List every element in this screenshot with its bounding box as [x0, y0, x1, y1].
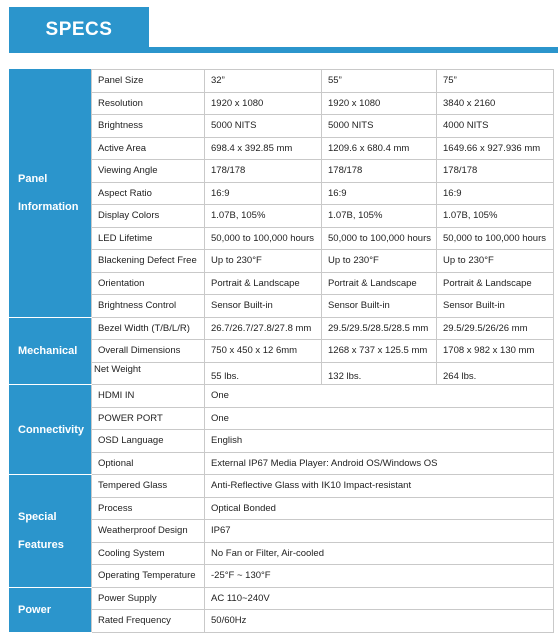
- row-label: Resolution: [92, 92, 205, 115]
- table-row: [10, 565, 554, 588]
- table-row: [10, 385, 554, 408]
- table-row: [10, 182, 554, 205]
- specs-table: [9, 69, 554, 633]
- row-label: Process: [92, 497, 205, 520]
- cell-32: 16:9: [205, 182, 322, 205]
- row-value: One: [205, 385, 554, 408]
- cell-75: 4000 NITS: [437, 115, 554, 138]
- row-value: One: [205, 407, 554, 430]
- cell-75: 1649.66 x 927.936 mm: [437, 137, 554, 160]
- cell-32: 55 lbs.: [205, 362, 322, 385]
- cell-32: 5000 NITS: [205, 115, 322, 138]
- cell-75: 1.07B, 105%: [437, 205, 554, 228]
- cell-32: 1.07B, 105%: [205, 205, 322, 228]
- row-value: IP67: [205, 520, 554, 543]
- cell-55: 16:9: [322, 182, 437, 205]
- cell-75: 75”: [437, 70, 554, 93]
- row-label: Display Colors: [92, 205, 205, 228]
- row-label: Panel Size: [92, 70, 205, 93]
- row-value: English: [205, 430, 554, 453]
- row-label: Rated Frequency: [92, 610, 205, 633]
- section-label-mechanical: Mechanical: [10, 317, 92, 385]
- row-value: Optical Bonded: [205, 497, 554, 520]
- table-row: [10, 205, 554, 228]
- row-label: Power Supply: [92, 587, 205, 610]
- cell-75: 1708 x 982 x 130 mm: [437, 340, 554, 363]
- cell-55: 132 lbs.: [322, 362, 437, 385]
- table-row: [10, 407, 554, 430]
- header-underline: [149, 47, 558, 53]
- table-row: [10, 227, 554, 250]
- row-label: Net Weight: [92, 362, 205, 385]
- cell-75: 264 lbs.: [437, 362, 554, 385]
- cell-32: 50,000 to 100,000 hours: [205, 227, 322, 250]
- cell-75: 178/178: [437, 160, 554, 183]
- table-row: [10, 137, 554, 160]
- row-label: POWER PORT: [92, 407, 205, 430]
- row-label: OSD Language: [92, 430, 205, 453]
- row-value: Anti-Reflective Glass with IK10 Impact-resistant: [205, 475, 554, 498]
- row-label: Brightness: [92, 115, 205, 138]
- row-label: Brightness Control: [92, 295, 205, 318]
- table-row: [10, 452, 554, 475]
- cell-75: Up to 230°F: [437, 250, 554, 273]
- row-label: Weatherproof Design: [92, 520, 205, 543]
- row-value: External IP67 Media Player: Android OS/Windows OS: [205, 452, 554, 475]
- row-label: Cooling System: [92, 542, 205, 565]
- cell-32: 26.7/26.7/27.8/27.8 mm: [205, 317, 322, 340]
- row-label: Overall Dimensions: [92, 340, 205, 363]
- table-row: [10, 70, 554, 93]
- cell-32: 698.4 x 392.85 mm: [205, 137, 322, 160]
- row-label: Active Area: [92, 137, 205, 160]
- cell-55: Portrait & Landscape: [322, 272, 437, 295]
- table-row: [10, 587, 554, 610]
- table-row: [10, 362, 554, 385]
- cell-55: 1920 x 1080: [322, 92, 437, 115]
- cell-55: 1.07B, 105%: [322, 205, 437, 228]
- cell-32: 178/178: [205, 160, 322, 183]
- section-label-connectivity: Connectivity: [10, 385, 92, 475]
- row-label: Viewing Angle: [92, 160, 205, 183]
- row-label: Operating Temperature: [92, 565, 205, 588]
- table-row: [10, 92, 554, 115]
- section-label-panel: Panel Information: [10, 70, 92, 318]
- row-label: LED Lifetime: [92, 227, 205, 250]
- table-row: [10, 295, 554, 318]
- cell-32: 32”: [205, 70, 322, 93]
- cell-32: 750 x 450 x 12 6mm: [205, 340, 322, 363]
- row-label: Orientation: [92, 272, 205, 295]
- row-label: Optional: [92, 452, 205, 475]
- cell-55: 5000 NITS: [322, 115, 437, 138]
- table-row: [10, 115, 554, 138]
- table-row: [10, 250, 554, 273]
- cell-32: 1920 x 1080: [205, 92, 322, 115]
- row-label: Blackening Defect Free: [92, 250, 205, 273]
- table-row: [10, 610, 554, 633]
- cell-55: 55”: [322, 70, 437, 93]
- row-label: HDMI IN: [92, 385, 205, 408]
- row-label: Tempered Glass: [92, 475, 205, 498]
- row-value: AC 110~240V: [205, 587, 554, 610]
- page-title: SPECS: [45, 19, 113, 40]
- cell-32: Up to 230°F: [205, 250, 322, 273]
- cell-55: 178/178: [322, 160, 437, 183]
- table-row: [10, 272, 554, 295]
- row-value: No Fan or Filter, Air-cooled: [205, 542, 554, 565]
- table-row: [10, 542, 554, 565]
- cell-75: 29.5/29.5/26/26 mm: [437, 317, 554, 340]
- table-row: [10, 475, 554, 498]
- cell-75: 16:9: [437, 182, 554, 205]
- row-value: -25°F ~ 130°F: [205, 565, 554, 588]
- table-row: [10, 430, 554, 453]
- cell-32: Sensor Built-in: [205, 295, 322, 318]
- section-label-power: Power: [10, 587, 92, 632]
- cell-32: Portrait & Landscape: [205, 272, 322, 295]
- cell-55: 1209.6 x 680.4 mm: [322, 137, 437, 160]
- section-label-special-features: Special Features: [10, 475, 92, 588]
- row-label: Aspect Ratio: [92, 182, 205, 205]
- cell-75: Portrait & Landscape: [437, 272, 554, 295]
- cell-55: Sensor Built-in: [322, 295, 437, 318]
- cell-75: 3840 x 2160: [437, 92, 554, 115]
- table-row: [10, 520, 554, 543]
- table-row: [10, 497, 554, 520]
- table-row: [10, 340, 554, 363]
- specs-header: [9, 7, 558, 53]
- cell-55: 50,000 to 100,000 hours: [322, 227, 437, 250]
- cell-75: Sensor Built-in: [437, 295, 554, 318]
- cell-55: 29.5/29.5/28.5/28.5 mm: [322, 317, 437, 340]
- cell-55: 1268 x 737 x 125.5 mm: [322, 340, 437, 363]
- row-value: 50/60Hz: [205, 610, 554, 633]
- table-row: [10, 317, 554, 340]
- table-row: [10, 160, 554, 183]
- cell-75: 50,000 to 100,000 hours: [437, 227, 554, 250]
- row-label: Bezel Width (T/B/L/R): [92, 317, 205, 340]
- cell-55: Up to 230°F: [322, 250, 437, 273]
